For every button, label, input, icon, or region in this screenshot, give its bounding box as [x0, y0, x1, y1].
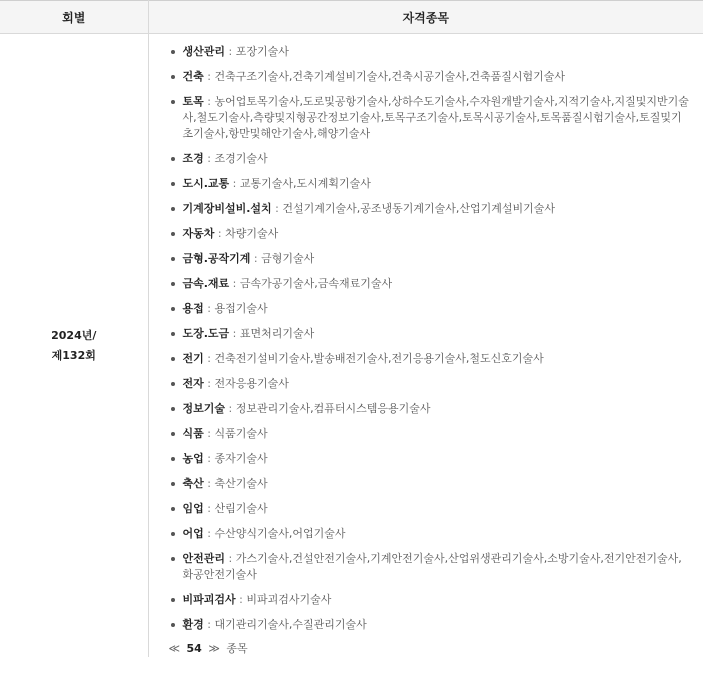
- field-separator: :: [203, 427, 215, 440]
- field-separator: :: [203, 502, 215, 515]
- field-name: 건축: [182, 70, 204, 83]
- pager: [169, 641, 692, 657]
- field-separator: :: [203, 452, 215, 465]
- field-name: 축산: [182, 477, 204, 490]
- field-name: 도시.교통: [182, 177, 230, 190]
- field-separator: :: [235, 593, 247, 606]
- field-separator: :: [203, 352, 215, 365]
- field-separator: :: [203, 477, 215, 490]
- field-name: 비파괴검사: [182, 593, 236, 606]
- field-name: 식품: [182, 427, 204, 440]
- field-name: 어업: [182, 527, 204, 540]
- field-qualifications: 교통기술사,도시계획기술사: [239, 177, 371, 190]
- field-qualifications: 비파괴검사기술사: [246, 593, 332, 606]
- field-qualifications: 금속가공기술사,금속재료기술사: [239, 277, 393, 290]
- field-list-item: [169, 151, 692, 167]
- field-name: 전자: [182, 377, 204, 390]
- round-year: 2024년/: [51, 328, 97, 342]
- field-name: 생산관리: [182, 45, 226, 58]
- field-name: 임업: [182, 502, 204, 515]
- field-list-item: [169, 401, 692, 417]
- round-number: 제132회: [51, 348, 96, 362]
- field-name: 자동차: [182, 227, 215, 240]
- field-qualifications: 조경기술사: [214, 152, 268, 165]
- qualifications-cell: [148, 34, 703, 658]
- round-cell: [0, 34, 148, 658]
- field-list-item: [169, 226, 692, 242]
- field-qualifications: 식품기술사: [214, 427, 268, 440]
- field-list-item: [169, 301, 692, 317]
- field-separator: :: [203, 70, 215, 83]
- field-list-item: [169, 351, 692, 367]
- field-list-item: [169, 592, 692, 608]
- header-qualifications: 자격종목: [148, 1, 703, 34]
- field-separator: :: [203, 95, 215, 108]
- field-qualifications: 건설기계기술사,공조냉동기계기술사,산업기계설비기술사: [282, 202, 556, 215]
- table-row: [0, 34, 703, 658]
- field-list-item: [169, 201, 692, 217]
- field-qualifications: 산림기술사: [214, 502, 268, 515]
- field-list-item: [169, 44, 692, 60]
- field-name: 안전관리: [182, 552, 226, 565]
- field-qualifications: 대기관리기술사,수질관리기술사: [214, 618, 367, 631]
- field-qualifications: 용접기술사: [214, 302, 268, 315]
- field-qualifications: 종자기술사: [214, 452, 268, 465]
- pager-count: 54: [186, 642, 202, 655]
- field-list-item: [169, 326, 692, 342]
- field-separator: :: [225, 402, 236, 415]
- pager-prev-button[interactable]: ≪: [168, 642, 181, 655]
- field-list-item: [169, 94, 692, 142]
- field-name: 금형.공작기계: [182, 252, 251, 265]
- field-separator: :: [271, 202, 283, 215]
- field-list-item: [169, 451, 692, 467]
- field-separator: :: [229, 327, 240, 340]
- field-name: 환경: [182, 618, 204, 631]
- field-qualifications: 전자응용기술사: [214, 377, 289, 390]
- pager-next-button[interactable]: ≫: [208, 642, 220, 655]
- field-name: 전기: [182, 352, 204, 365]
- field-separator: :: [203, 302, 215, 315]
- field-separator: :: [225, 45, 236, 58]
- field-qualifications: 포장기술사: [235, 45, 289, 58]
- field-name: 농업: [182, 452, 204, 465]
- field-separator: :: [203, 152, 215, 165]
- pager-unit: 종목: [226, 642, 248, 655]
- field-qualifications: 축산기술사: [214, 477, 268, 490]
- field-list-item: [169, 526, 692, 542]
- field-name: 기계장비설비.설치: [182, 202, 272, 215]
- field-name: 도장.도금: [182, 327, 230, 340]
- field-qualifications: 가스기술사,건설안전기술사,기계안전기술사,산업위생관리기술사,소방기술사,전기안전기술사,화공안전기술사: [182, 552, 682, 581]
- field-list-item: [169, 251, 692, 267]
- field-list-item: [169, 617, 692, 633]
- field-separator: :: [214, 227, 226, 240]
- field-list: [169, 44, 692, 633]
- field-separator: :: [229, 277, 240, 290]
- field-name: 용접: [182, 302, 204, 315]
- field-list-item: [169, 276, 692, 292]
- field-qualifications: 금형기술사: [261, 252, 315, 265]
- field-qualifications: 정보관리기술사,컴퓨터시스템응용기술사: [235, 402, 431, 415]
- table-header-row: [0, 1, 703, 34]
- field-name: 금속.재료: [182, 277, 230, 290]
- field-name: 정보기술: [182, 402, 226, 415]
- field-separator: :: [250, 252, 262, 265]
- field-qualifications: 표면처리기술사: [239, 327, 315, 340]
- field-qualifications: 수산양식기술사,어업기술사: [214, 527, 346, 540]
- field-separator: :: [203, 618, 215, 631]
- field-qualifications: 차량기술사: [225, 227, 279, 240]
- field-separator: :: [203, 527, 215, 540]
- field-qualifications: 농어업토목기술사,도로및공항기술사,상하수도기술사,수자원개발기술사,지적기술사,지질및지반기술사,철도기술사,측량및지형공간정보기술사,토목구조기술사,토목시공기술사,토목품질시험기술사,토질및기초기술사,항만및해안기술사,해양기술사: [182, 95, 689, 140]
- field-list-item: [169, 476, 692, 492]
- field-separator: :: [225, 552, 236, 565]
- field-name: 조경: [182, 152, 204, 165]
- field-list-item: [169, 551, 692, 583]
- field-list-item: [169, 501, 692, 517]
- field-list-item: [169, 426, 692, 442]
- field-list-item: [169, 176, 692, 192]
- field-separator: :: [229, 177, 240, 190]
- field-list-item: [169, 376, 692, 392]
- header-round: 회별: [0, 1, 148, 34]
- field-qualifications: 건축구조기술사,건축기계설비기술사,건축시공기술사,건축품질시험기술사: [214, 70, 565, 83]
- field-list-item: [169, 69, 692, 85]
- field-qualifications: 건축전기설비기술사,발송배전기술사,전기응용기술사,철도신호기술사: [214, 352, 544, 365]
- field-name: 토목: [182, 95, 204, 108]
- field-separator: :: [203, 377, 215, 390]
